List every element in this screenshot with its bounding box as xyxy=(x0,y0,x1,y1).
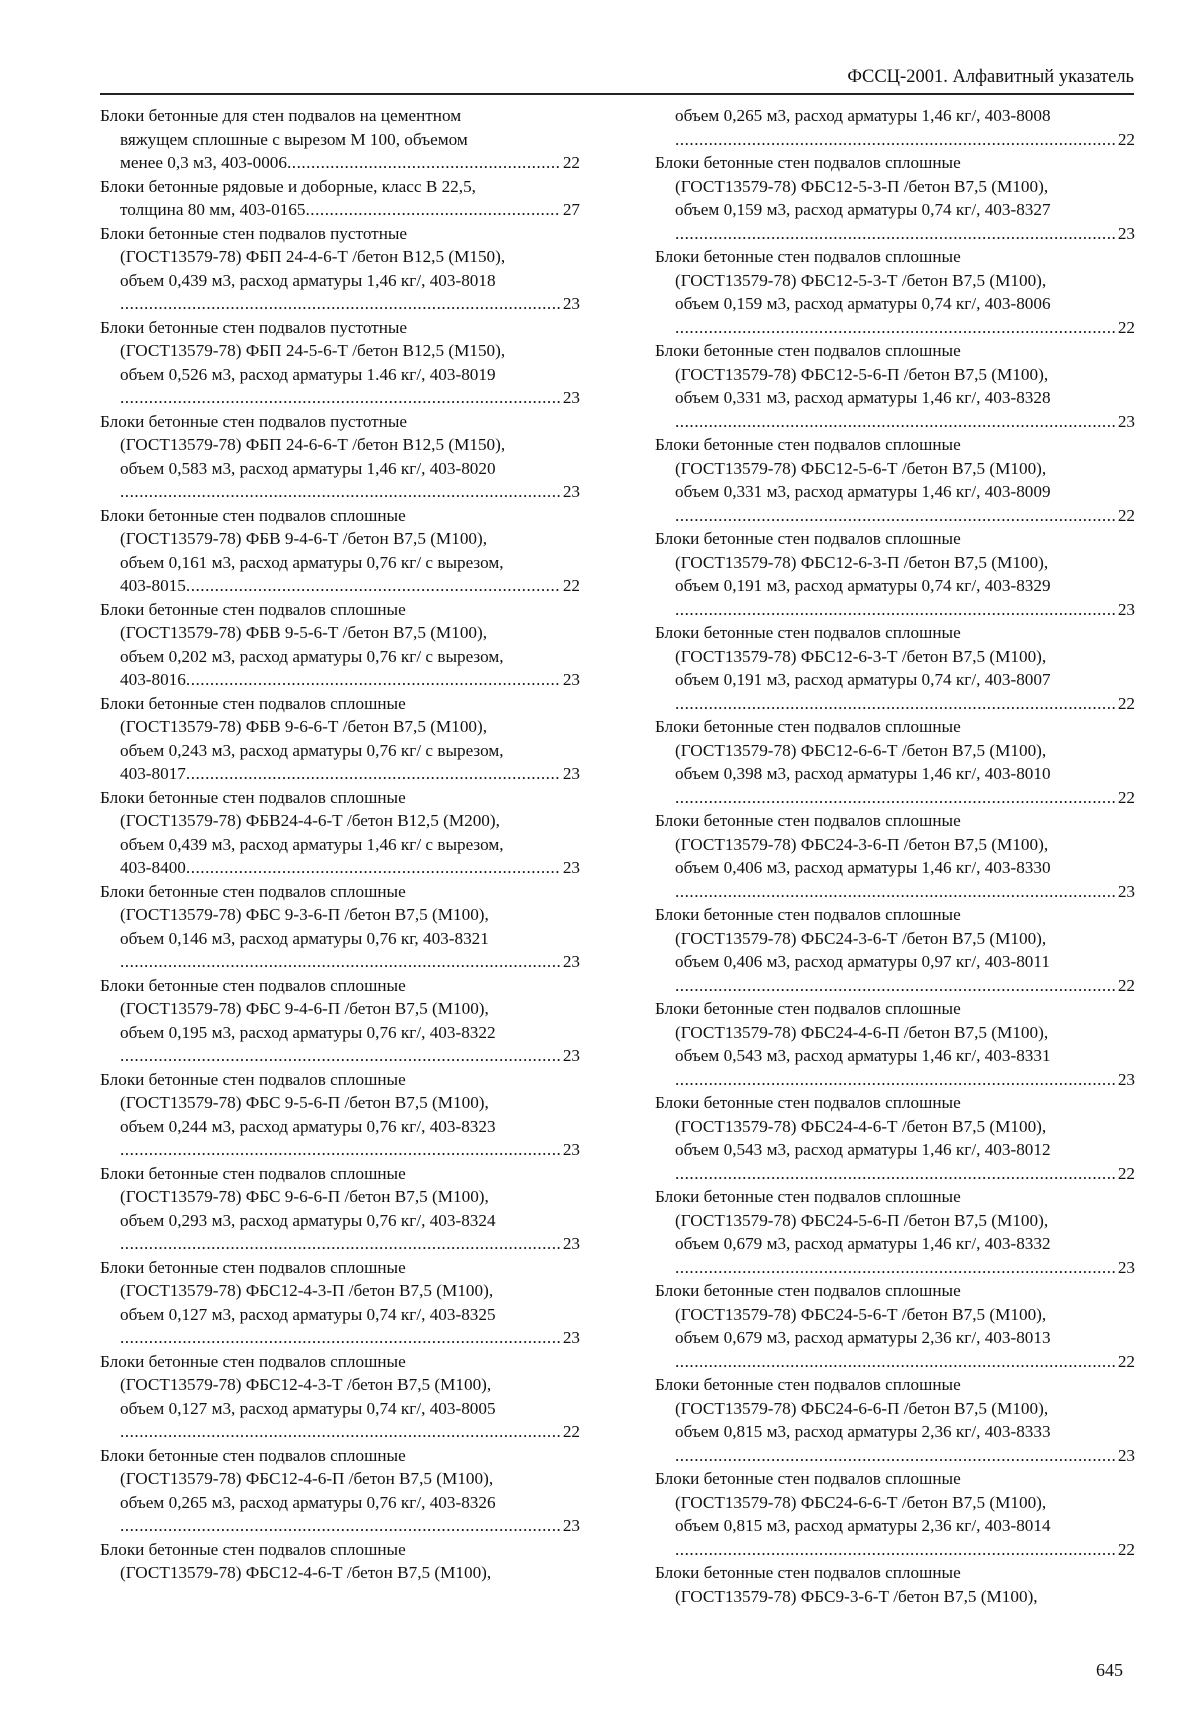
entry-text-line: объем 0,543 м3, расход арматуры 1,46 кг/, 403-8331 xyxy=(675,1046,1051,1065)
page-reference: 23 xyxy=(1117,223,1135,243)
dot-leader xyxy=(120,292,561,316)
page-reference: 23 xyxy=(562,482,580,501)
index-entry xyxy=(100,1068,580,1162)
dot-leader xyxy=(120,1232,561,1256)
entry-heading: Блоки бетонные стен подвалов сплошные xyxy=(100,1539,406,1559)
entry-text-line: (ГОСТ13579-78) ФБС24-3-6-П /бетон В7,5 (М100), xyxy=(675,834,1049,854)
entry-text-line: вяжущем сплошные с вырезом М 100, объемом xyxy=(120,129,468,149)
dot-leader xyxy=(120,1514,561,1538)
page-reference: 23 xyxy=(562,670,580,689)
dot-leader xyxy=(120,480,561,504)
page-reference: 22 xyxy=(562,153,580,172)
dot-leader xyxy=(675,222,1116,246)
entry-text-line: (ГОСТ13579-78) ФБС12-5-3-Т /бетон В7,5 (М100), xyxy=(675,270,1047,290)
page-reference: 27 xyxy=(562,200,580,219)
page-reference-line xyxy=(655,316,1135,340)
page-reference-line xyxy=(100,480,580,504)
dot-leader xyxy=(675,410,1116,434)
page-reference: 23 xyxy=(1117,881,1135,901)
entry-heading: Блоки бетонные стен подвалов сплошные xyxy=(100,1445,406,1465)
entry-heading: Блоки бетонные стен подвалов сплошные xyxy=(100,599,406,619)
entry-text-line: (ГОСТ13579-78) ФБС12-5-3-П /бетон В7,5 (М100), xyxy=(675,176,1049,196)
page-reference: 23 xyxy=(562,952,580,971)
dot-leader xyxy=(120,1420,561,1444)
page-reference: 22 xyxy=(562,1422,580,1441)
page-reference: 23 xyxy=(562,858,580,877)
dot-leader xyxy=(675,786,1116,810)
dot-leader xyxy=(120,1044,561,1068)
index-entry xyxy=(655,1091,1135,1185)
index-entry xyxy=(100,974,580,1068)
index-entry xyxy=(655,339,1135,433)
entry-heading: Блоки бетонные рядовые и доборные, класс В 22,5, xyxy=(100,176,476,196)
entry-heading: Блоки бетонные стен подвалов сплошные xyxy=(100,1069,406,1089)
entry-heading: Блоки бетонные стен подвалов сплошные xyxy=(655,999,961,1018)
index-column-left xyxy=(100,104,580,1585)
entry-tail-text: 403-8400 xyxy=(120,858,186,877)
entry-heading: Блоки бетонные стен подвалов сплошные xyxy=(655,247,961,266)
page-reference: 22 xyxy=(1117,1163,1135,1183)
entry-text-line: (ГОСТ13579-78) ФБВ 9-4-6-Т /бетон В7,5 (М100), xyxy=(120,529,488,548)
dot-leader xyxy=(120,1138,561,1162)
page-reference: 23 xyxy=(562,1046,580,1065)
entry-heading: Блоки бетонные стен подвалов сплошные xyxy=(655,435,961,454)
entry-heading: Блоки бетонные стен подвалов сплошные xyxy=(100,505,406,525)
entry-text-line: объем 0,127 м3, расход арматуры 0,74 кг/, 403-8325 xyxy=(120,1304,496,1324)
entry-tail-text: менее 0,3 м3, 403-0006 xyxy=(120,153,287,172)
dot-leader xyxy=(186,668,561,692)
entry-heading: Блоки бетонные стен подвалов сплошные xyxy=(655,1375,961,1394)
index-entry xyxy=(100,1350,580,1444)
index-entry xyxy=(655,433,1135,527)
entry-text-line: объем 0,265 м3, расход арматуры 1,46 кг/, 403-8008 xyxy=(675,106,1051,125)
index-entry xyxy=(100,1162,580,1256)
entry-heading: Блоки бетонные стен подвалов сплошные xyxy=(100,1351,406,1371)
page-reference: 23 xyxy=(562,1516,580,1535)
entry-text-line: объем 0,265 м3, расход арматуры 0,76 кг/, 403-8326 xyxy=(120,1492,496,1512)
entry-text-line: объем 0,244 м3, расход арматуры 0,76 кг/, 403-8323 xyxy=(120,1116,496,1136)
dot-leader xyxy=(306,198,561,222)
entry-text-line: объем 0,406 м3, расход арматуры 1,46 кг/, 403-8330 xyxy=(675,858,1051,877)
entry-heading: Блоки бетонные стен подвалов сплошные xyxy=(100,881,406,901)
index-entry xyxy=(100,222,580,316)
page-reference: 22 xyxy=(562,576,580,595)
dot-leader xyxy=(675,316,1116,340)
dot-leader xyxy=(675,692,1116,716)
dot-leader xyxy=(287,151,561,175)
page-reference-line xyxy=(100,762,580,786)
entry-text-line: объем 0,195 м3, расход арматуры 0,76 кг/, 403-8322 xyxy=(120,1022,496,1042)
page-reference-line xyxy=(100,668,580,692)
page-reference: 22 xyxy=(1117,1351,1135,1371)
entry-text-line: объем 0,679 м3, расход арматуры 1,46 кг/, 403-8332 xyxy=(675,1234,1051,1253)
page-reference: 22 xyxy=(1117,317,1135,337)
entry-text-line: (ГОСТ13579-78) ФБС24-5-6-Т /бетон В7,5 (М100), xyxy=(675,1304,1047,1324)
index-entry xyxy=(100,786,580,880)
index-entry xyxy=(100,880,580,974)
page-reference-line xyxy=(655,504,1135,528)
page-reference: 22 xyxy=(1117,129,1135,149)
index-entry xyxy=(100,598,580,692)
entry-heading: Блоки бетонные стен подвалов сплошные xyxy=(655,529,961,548)
entry-tail-text: 403-8017 xyxy=(120,764,186,783)
page-reference-line xyxy=(655,1162,1135,1186)
dot-leader xyxy=(186,762,561,786)
entry-text-line: (ГОСТ13579-78) ФБС 9-5-6-П /бетон В7,5 (М100), xyxy=(120,1093,489,1112)
page-reference: 22 xyxy=(1117,787,1135,807)
entry-text-line: (ГОСТ13579-78) ФБС 9-4-6-П /бетон В7,5 (М100), xyxy=(120,999,489,1018)
page-reference-line xyxy=(655,1444,1135,1468)
entry-text-line: (ГОСТ13579-78) ФБС12-5-6-П /бетон В7,5 (М100), xyxy=(675,364,1049,384)
entry-heading: Блоки бетонные стен подвалов сплошные xyxy=(655,1469,961,1488)
page-reference-line xyxy=(100,856,580,880)
running-header: ФССЦ-2001. Алфавитный указатель xyxy=(847,67,1134,87)
page-reference-line xyxy=(655,598,1135,622)
page-reference-line xyxy=(655,786,1135,810)
page-reference: 23 xyxy=(1117,1069,1135,1089)
entry-text-line: (ГОСТ13579-78) ФБС12-6-3-Т /бетон В7,5 (М100), xyxy=(675,646,1047,666)
index-entry xyxy=(655,621,1135,715)
entry-text-line: (ГОСТ13579-78) ФБС 9-6-6-П /бетон В7,5 (М100), xyxy=(120,1187,489,1206)
dot-leader xyxy=(675,1256,1116,1280)
page-number: 645 xyxy=(1096,1660,1123,1680)
entry-text-line: (ГОСТ13579-78) ФБС24-4-6-Т /бетон В7,5 (М100), xyxy=(675,1116,1047,1136)
index-entry xyxy=(100,410,580,504)
index-entry xyxy=(655,104,1135,151)
index-entry xyxy=(100,1256,580,1350)
entry-text-line: объем 0,146 м3, расход арматуры 0,76 кг, 403-8321 xyxy=(120,928,489,948)
entry-text-line: (ГОСТ13579-78) ФБС12-4-3-Т /бетон В7,5 (М100), xyxy=(120,1375,492,1394)
index-entry xyxy=(655,1467,1135,1561)
dot-leader xyxy=(675,1538,1116,1562)
index-column-right xyxy=(655,104,1135,1608)
entry-heading: Блоки бетонные стен подвалов сплошные xyxy=(655,905,961,924)
page-reference-line xyxy=(655,880,1135,904)
page-reference-line xyxy=(655,1068,1135,1092)
page-reference-line xyxy=(100,1514,580,1538)
entry-heading: Блоки бетонные для стен подвалов на цементном xyxy=(100,106,462,125)
entry-tail-text: 403-8015 xyxy=(120,576,186,595)
entry-heading: Блоки бетонные стен подвалов сплошные xyxy=(100,1163,406,1183)
index-entry xyxy=(655,715,1135,809)
page-reference: 23 xyxy=(562,388,580,407)
index-entry xyxy=(655,903,1135,997)
dot-leader xyxy=(120,1326,561,1350)
page-reference-line xyxy=(655,222,1135,246)
page-reference-line xyxy=(100,1232,580,1256)
entry-text-line: объем 0,331 м3, расход арматуры 1,46 кг/, 403-8328 xyxy=(675,388,1051,407)
entry-text-line: (ГОСТ13579-78) ФБП 24-6-6-Т /бетон В12,5 (М150), xyxy=(120,435,506,454)
entry-text-line: (ГОСТ13579-78) ФБВ 9-5-6-Т /бетон В7,5 (М100), xyxy=(120,623,488,642)
index-entry xyxy=(100,104,580,175)
entry-text-line: (ГОСТ13579-78) ФБС12-4-6-П /бетон В7,5 (М100), xyxy=(120,1469,494,1488)
index-entry xyxy=(655,1279,1135,1373)
page-reference-line xyxy=(100,1138,580,1162)
page-reference: 23 xyxy=(562,764,580,783)
entry-text-line: объем 0,159 м3, расход арматуры 0,74 кг/, 403-8327 xyxy=(675,200,1051,219)
dot-leader xyxy=(675,974,1116,998)
page-reference-line xyxy=(100,151,580,175)
entry-text-line: объем 0,398 м3, расход арматуры 1,46 кг/, 403-8010 xyxy=(675,764,1051,783)
page-reference-line xyxy=(100,386,580,410)
page-reference-line xyxy=(100,1044,580,1068)
entry-text-line: (ГОСТ13579-78) ФБС24-6-6-П /бетон В7,5 (М100), xyxy=(675,1398,1049,1418)
dot-leader xyxy=(675,880,1116,904)
index-entry xyxy=(655,245,1135,339)
entry-heading: Блоки бетонные стен подвалов сплошные xyxy=(655,1093,961,1112)
entry-text-line: объем 0,243 м3, расход арматуры 0,76 кг/ с вырезом, xyxy=(120,740,504,760)
entry-text-line: (ГОСТ13579-78) ФБП 24-5-6-Т /бетон В12,5 (М150), xyxy=(120,341,506,360)
dot-leader xyxy=(675,1068,1116,1092)
entry-text-line: (ГОСТ13579-78) ФБС12-6-6-Т /бетон В7,5 (М100), xyxy=(675,740,1047,760)
entry-heading: Блоки бетонные стен подвалов сплошные xyxy=(100,1257,406,1277)
dot-leader xyxy=(675,1162,1116,1186)
entry-text-line: объем 0,583 м3, расход арматуры 1,46 кг/, 403-8020 xyxy=(120,458,496,478)
index-entry xyxy=(100,1444,580,1538)
entry-text-line: (ГОСТ13579-78) ФБС12-4-3-П /бетон В7,5 (М100), xyxy=(120,1281,494,1300)
page-reference: 23 xyxy=(562,294,580,313)
entry-tail-text: толщина 80 мм, 403-0165 xyxy=(120,200,306,219)
dot-leader xyxy=(675,1444,1116,1468)
dot-leader xyxy=(675,1350,1116,1374)
page-reference: 23 xyxy=(562,1234,580,1253)
page-reference: 22 xyxy=(1117,975,1135,995)
entry-heading: Блоки бетонные стен подвалов сплошные xyxy=(655,1187,961,1206)
header-rule xyxy=(100,93,1134,95)
page-reference: 23 xyxy=(1117,1257,1135,1277)
entry-heading: Блоки бетонные стен подвалов сплошные xyxy=(655,811,961,830)
page-reference-line xyxy=(655,1256,1135,1280)
entry-heading: Блоки бетонные стен подвалов пустотные xyxy=(100,317,408,337)
page-reference-line xyxy=(100,1420,580,1444)
entry-heading: Блоки бетонные стен подвалов сплошные xyxy=(655,153,961,172)
index-entry xyxy=(100,692,580,786)
entry-text-line: объем 0,815 м3, расход арматуры 2,36 кг/, 403-8014 xyxy=(675,1516,1051,1535)
entry-text-line: объем 0,543 м3, расход арматуры 1,46 кг/, 403-8012 xyxy=(675,1140,1051,1159)
entry-text-line: объем 0,439 м3, расход арматуры 1,46 кг/ с вырезом, xyxy=(120,834,504,854)
page-reference-line xyxy=(655,410,1135,434)
entry-heading: Блоки бетонные стен подвалов пустотные xyxy=(100,411,408,431)
entry-text-line: объем 0,439 м3, расход арматуры 1,46 кг/, 403-8018 xyxy=(120,270,496,290)
page-reference-line xyxy=(655,1538,1135,1562)
page-reference-line xyxy=(655,974,1135,998)
dot-leader xyxy=(675,128,1116,152)
index-entry xyxy=(100,504,580,598)
index-entry xyxy=(655,1185,1135,1279)
entry-text-line: объем 0,159 м3, расход арматуры 0,74 кг/, 403-8006 xyxy=(675,294,1051,313)
page-reference: 23 xyxy=(562,1328,580,1347)
dot-leader xyxy=(120,950,561,974)
dot-leader xyxy=(186,856,561,880)
index-entry xyxy=(655,527,1135,621)
entry-heading: Блоки бетонные стен подвалов сплошные xyxy=(100,693,406,713)
entry-text-line: (ГОСТ13579-78) ФБС 9-3-6-П /бетон В7,5 (М100), xyxy=(120,905,489,924)
index-entry xyxy=(655,809,1135,903)
dot-leader xyxy=(186,574,561,598)
index-entry xyxy=(655,151,1135,245)
index-entry xyxy=(655,1561,1135,1608)
page-reference: 22 xyxy=(1117,693,1135,713)
entry-heading: Блоки бетонные стен подвалов пустотные xyxy=(100,223,408,243)
entry-heading: Блоки бетонные стен подвалов сплошные xyxy=(655,623,961,642)
page-reference: 22 xyxy=(1117,1539,1135,1559)
entry-text-line: (ГОСТ13579-78) ФБС24-3-6-Т /бетон В7,5 (М100), xyxy=(675,928,1047,948)
dot-leader xyxy=(675,598,1116,622)
page-reference-line xyxy=(100,950,580,974)
page-reference-line xyxy=(100,1326,580,1350)
entry-heading: Блоки бетонные стен подвалов сплошные xyxy=(655,1281,961,1300)
entry-heading: Блоки бетонные стен подвалов сплошные xyxy=(655,717,961,736)
entry-text-line: (ГОСТ13579-78) ФБВ24-4-6-Т /бетон В12,5 (М200), xyxy=(120,811,500,830)
entry-text-line: (ГОСТ13579-78) ФБС12-6-3-П /бетон В7,5 (М100), xyxy=(675,552,1049,572)
entry-text-line: (ГОСТ13579-78) ФБС12-5-6-Т /бетон В7,5 (М100), xyxy=(675,458,1047,478)
entry-text-line: (ГОСТ13579-78) ФБС24-4-6-П /бетон В7,5 (М100), xyxy=(675,1022,1049,1042)
index-entry xyxy=(100,316,580,410)
page-reference-line xyxy=(655,128,1135,152)
page-reference: 23 xyxy=(1117,411,1135,431)
entry-text-line: объем 0,526 м3, расход арматуры 1.46 кг/, 403-8019 xyxy=(120,364,496,384)
entry-text-line: объем 0,191 м3, расход арматуры 0,74 кг/, 403-8007 xyxy=(675,670,1051,689)
entry-text-line: объем 0,331 м3, расход арматуры 1,46 кг/, 403-8009 xyxy=(675,482,1051,501)
entry-text-line: объем 0,161 м3, расход арматуры 0,76 кг/ с вырезом, xyxy=(120,552,504,572)
index-entry xyxy=(100,175,580,222)
entry-text-line: объем 0,815 м3, расход арматуры 2,36 кг/, 403-8333 xyxy=(675,1422,1051,1441)
entry-text-line: объем 0,679 м3, расход арматуры 2,36 кг/, 403-8013 xyxy=(675,1328,1051,1347)
entry-text-line: (ГОСТ13579-78) ФБС24-5-6-П /бетон В7,5 (М100), xyxy=(675,1210,1049,1230)
page-reference-line xyxy=(655,1350,1135,1374)
index-entry xyxy=(655,1373,1135,1467)
entry-heading: Блоки бетонные стен подвалов сплошные xyxy=(655,1563,961,1582)
entry-heading: Блоки бетонные стен подвалов сплошные xyxy=(100,975,406,995)
entry-text-line: (ГОСТ13579-78) ФБС24-6-6-Т /бетон В7,5 (М100), xyxy=(675,1492,1047,1512)
entry-text-line: (ГОСТ13579-78) ФБВ 9-6-6-Т /бетон В7,5 (М100), xyxy=(120,717,488,736)
page-reference-line xyxy=(100,574,580,598)
page-reference: 23 xyxy=(1117,1445,1135,1465)
entry-text-line: объем 0,202 м3, расход арматуры 0,76 кг/ с вырезом, xyxy=(120,646,504,666)
page-reference: 23 xyxy=(1117,599,1135,619)
entry-text-line: (ГОСТ13579-78) ФБП 24-4-6-Т /бетон В12,5 (М150), xyxy=(120,247,506,266)
page-reference-line xyxy=(655,692,1135,716)
index-entry xyxy=(100,1538,580,1585)
entry-heading: Блоки бетонные стен подвалов сплошные xyxy=(655,341,961,360)
entry-heading: Блоки бетонные стен подвалов сплошные xyxy=(100,787,406,807)
page-reference-line xyxy=(100,198,580,222)
page-reference: 23 xyxy=(562,1140,580,1159)
dot-leader xyxy=(675,504,1116,528)
entry-text-line: объем 0,127 м3, расход арматуры 0,74 кг/, 403-8005 xyxy=(120,1398,496,1418)
index-entry xyxy=(655,997,1135,1091)
entry-text-line: объем 0,191 м3, расход арматуры 0,74 кг/, 403-8329 xyxy=(675,576,1051,595)
page-reference-line xyxy=(100,292,580,316)
entry-text-line: (ГОСТ13579-78) ФБС9-3-6-Т /бетон В7,5 (М100), xyxy=(675,1586,1038,1606)
dot-leader xyxy=(120,386,561,410)
entry-text-line: объем 0,293 м3, расход арматуры 0,76 кг/, 403-8324 xyxy=(120,1210,496,1230)
entry-text-line: (ГОСТ13579-78) ФБС12-4-6-Т /бетон В7,5 (М100), xyxy=(120,1563,492,1582)
entry-text-line: объем 0,406 м3, расход арматуры 0,97 кг/, 403-8011 xyxy=(675,952,1050,971)
entry-tail-text: 403-8016 xyxy=(120,670,186,689)
page-reference: 22 xyxy=(1117,505,1135,525)
